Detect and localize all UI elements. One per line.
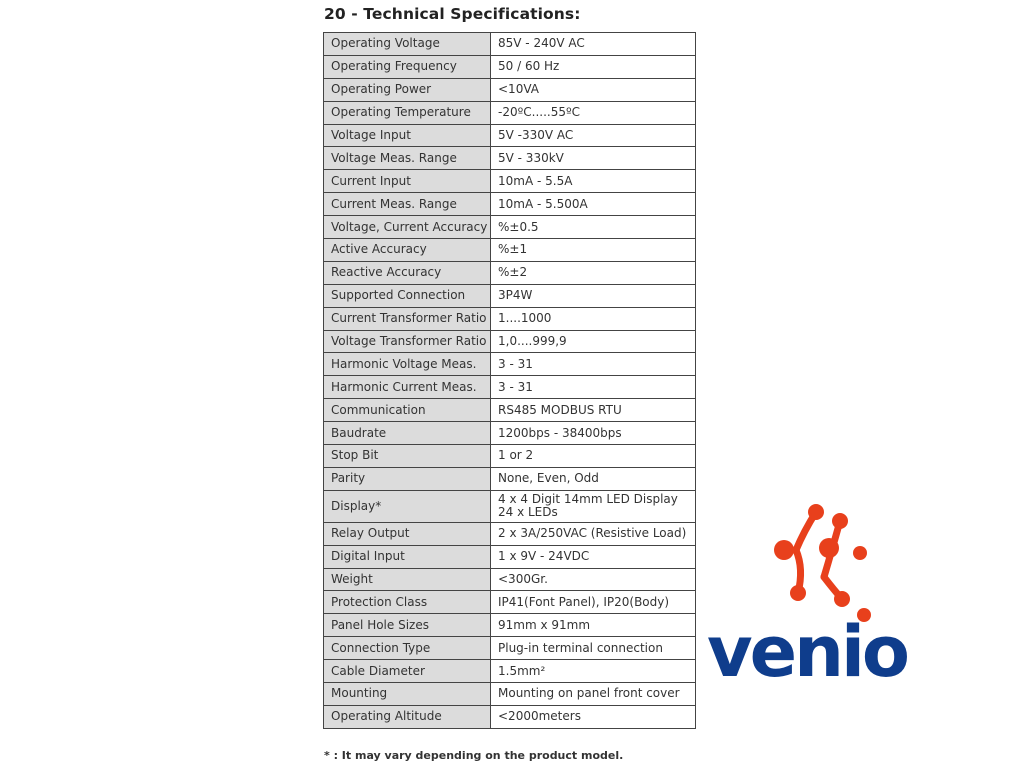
spec-row (324, 33, 696, 56)
spec-row (324, 55, 696, 78)
spec-label: Communication (324, 399, 491, 422)
spec-value: 3P4W (491, 284, 696, 307)
spec-row (324, 376, 696, 399)
spec-value: IP41(Font Panel), IP20(Body) (491, 591, 696, 614)
logo-dot (790, 585, 806, 601)
spec-label: Protection Class (324, 591, 491, 614)
spec-row (324, 147, 696, 170)
logo-dot (808, 504, 824, 520)
spec-label: Cable Diameter (324, 660, 491, 683)
spec-row (324, 545, 696, 568)
spec-label: Display* (324, 490, 491, 522)
spec-value: 1,0....999,9 (491, 330, 696, 353)
spec-value: <2000meters (491, 705, 696, 728)
spec-value: 5V - 330kV (491, 147, 696, 170)
spec-value: 1....1000 (491, 307, 696, 330)
spec-label: Voltage, Current Accuracy (324, 216, 491, 239)
spec-value: 91mm x 91mm (491, 614, 696, 637)
spec-value: <10VA (491, 78, 696, 101)
spec-value: 10mA - 5.500A (491, 193, 696, 216)
spec-label: Reactive Accuracy (324, 261, 491, 284)
spec-row (324, 330, 696, 353)
spec-value: RS485 MODBUS RTU (491, 399, 696, 422)
spec-value: Plug-in terminal connection (491, 637, 696, 660)
spec-value: None, Even, Odd (491, 467, 696, 490)
spec-value: -20ºC.....55ºC (491, 101, 696, 124)
spec-row (324, 78, 696, 101)
page-title: 20 - Technical Specifications: (324, 5, 581, 23)
spec-row (324, 193, 696, 216)
spec-value: 85V - 240V AC (491, 33, 696, 56)
spec-value: 10mA - 5.5A (491, 170, 696, 193)
logo-dot (834, 591, 850, 607)
footnote: * : It may vary depending on the product model. (324, 749, 624, 762)
spec-label: Operating Altitude (324, 705, 491, 728)
spec-row (324, 422, 696, 445)
spec-label: Current Input (324, 170, 491, 193)
spec-value: %±0.5 (491, 216, 696, 239)
spec-value: 1 x 9V - 24VDC (491, 545, 696, 568)
spec-label: Operating Temperature (324, 101, 491, 124)
spec-row (324, 445, 696, 468)
spec-label: Voltage Transformer Ratio (324, 330, 491, 353)
spec-row (324, 216, 696, 239)
venio-logo-wordmark: venio (707, 611, 908, 693)
spec-label: Mounting (324, 683, 491, 706)
logo-dot (832, 513, 848, 529)
spec-row (324, 660, 696, 683)
spec-row (324, 284, 696, 307)
spec-row (324, 124, 696, 147)
spec-row (324, 399, 696, 422)
spec-row (324, 614, 696, 637)
spec-label: Current Transformer Ratio (324, 307, 491, 330)
spec-label: Harmonic Current Meas. (324, 376, 491, 399)
spec-row (324, 307, 696, 330)
spec-label: Panel Hole Sizes (324, 614, 491, 637)
spec-row (324, 239, 696, 262)
spec-label: Connection Type (324, 637, 491, 660)
spec-value: 50 / 60 Hz (491, 55, 696, 78)
spec-row (324, 490, 696, 522)
spec-row (324, 261, 696, 284)
spec-row (324, 101, 696, 124)
spec-value: 2 x 3A/250VAC (Resistive Load) (491, 522, 696, 545)
spec-row (324, 170, 696, 193)
spec-value: Mounting on panel front cover (491, 683, 696, 706)
spec-row (324, 683, 696, 706)
spec-row (324, 637, 696, 660)
spec-label: Weight (324, 568, 491, 591)
spec-label: Baudrate (324, 422, 491, 445)
spec-value: 1200bps - 38400bps (491, 422, 696, 445)
spec-label: Operating Voltage (324, 33, 491, 56)
spec-label: Digital Input (324, 545, 491, 568)
spec-value: %±2 (491, 261, 696, 284)
spec-row (324, 353, 696, 376)
spec-row (324, 522, 696, 545)
spec-label: Stop Bit (324, 445, 491, 468)
spec-value: 3 - 31 (491, 376, 696, 399)
spec-row (324, 568, 696, 591)
spec-label: Supported Connection (324, 284, 491, 307)
spec-value: <300Gr. (491, 568, 696, 591)
logo-dot (853, 546, 867, 560)
spec-value: %±1 (491, 239, 696, 262)
spec-value: 1 or 2 (491, 445, 696, 468)
spec-label: Relay Output (324, 522, 491, 545)
spec-value: 4 x 4 Digit 14mm LED Display 24 x LEDs (491, 490, 696, 522)
spec-value: 3 - 31 (491, 353, 696, 376)
spec-label: Operating Frequency (324, 55, 491, 78)
spec-label: Voltage Input (324, 124, 491, 147)
spec-label: Operating Power (324, 78, 491, 101)
spec-table (323, 32, 696, 729)
spec-label: Voltage Meas. Range (324, 147, 491, 170)
spec-value: 1.5mm² (491, 660, 696, 683)
logo-dot (774, 540, 794, 560)
spec-row (324, 591, 696, 614)
spec-value: 5V -330V AC (491, 124, 696, 147)
spec-label: Harmonic Voltage Meas. (324, 353, 491, 376)
spec-label: Parity (324, 467, 491, 490)
spec-label: Current Meas. Range (324, 193, 491, 216)
spec-label: Active Accuracy (324, 239, 491, 262)
logo-dot (819, 538, 839, 558)
spec-row (324, 705, 696, 728)
spec-row (324, 467, 696, 490)
